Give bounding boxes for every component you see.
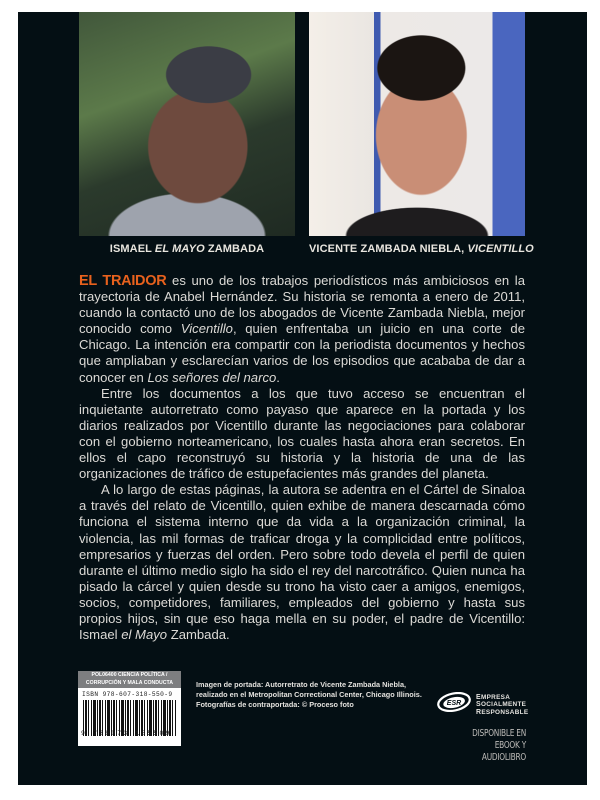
category-line-1: POL06400 CIENCIA POLÍTICA / [91, 672, 168, 678]
synopsis-text: es uno de los trabajos periodísticos más ambiciosos en la trayectoria de Anabel Hernández. Su historia se remonta a enero de 2011, cuando la contactó uno de los abogados de Vicente Zambada Niebla, mejor conocido como [79, 273, 525, 337]
synopsis-paragraph-1 [79, 273, 525, 386]
photo-ismael-zambada [79, 12, 295, 236]
category-label [78, 671, 181, 688]
caption-right [309, 243, 534, 257]
esr-line-3: RESPONSABLE [476, 708, 529, 716]
caption-left-alias: EL MAYO [154, 243, 205, 255]
book-title: EL TRAIDOR [79, 273, 167, 289]
svg-text:ESR: ESR [446, 700, 462, 707]
credit-line-1: Imagen de portada: Autorretrato de Vicente Zambada Niebla, [196, 680, 407, 689]
synopsis-paragraph-2: Entre los documentos a los que tuvo acceso se encuentran el inquietante autorretrato como payaso que aparece en la portada y los diarios realizados por Vicentillo durante las negociaciones para colaborar con el gobierno norteamericano, los cuales hasta ahora eran secretos. En ellos el capo reconstruyó su historia y la historia de una de las organizaciones de tráfico de estupefacientes más grandes del planeta. [79, 385, 525, 482]
availability-line-2: EBOOK Y AUDIOLIBRO [481, 740, 526, 764]
caption-left [79, 243, 295, 257]
esr-line-1: EMPRESA [476, 694, 511, 701]
caption-left-suffix: ZAMBADA [204, 243, 265, 255]
synopsis-text: Zambada. [167, 627, 230, 643]
synopsis-text: , quien enfrentaba un juicio en una corte de Chicago. La intención era compartir con la periodista documentos y hechos que ampliaban y esclarecían varios de los episodios que acababa de dar a conocer en [79, 321, 525, 385]
availability-note [461, 728, 526, 765]
synopsis [79, 273, 525, 643]
synopsis-text: . [276, 369, 280, 385]
isbn-number: ISBN 978-607-318-550-9 [82, 691, 173, 698]
barcode-digits: 9 786073 185509 [81, 730, 172, 737]
availability-line-1: DISPONIBLE EN [472, 728, 526, 739]
synopsis-italic: Vicentillo [180, 321, 233, 337]
esr-label [476, 694, 528, 716]
credit-line-2: realizado en el Metropolitan Correctional Center, Chicago Illinois. [196, 690, 422, 699]
photo-vicente-zambada [309, 12, 525, 236]
back-cover [18, 12, 587, 785]
caption-left-prefix: ISMAEL [109, 243, 155, 255]
esr-logo-icon [436, 692, 472, 712]
image-credits [196, 680, 422, 710]
caption-right-alias: VICENTILLO [467, 243, 534, 255]
synopsis-text: A lo largo de estas páginas, la autora se adentra en el Cártel de Sinaloa a través del relato de Vicentillo, quien exhibe de manera descarnada cómo funciona el sistema interno que da vida a la organización criminal, la violencia, las mil formas de traficar droga y la complicidad entre políticos, empresarios y fuerzas del orden. Pero sobre todo devela el perfil de quien durante el último medio siglo ha sido el rey del narcotráfico. Quien nunca ha pisado la cárcel y quien desde su trono ha visto caer a amigos, enemigos, socios, competidores, familiares, empleados del gobierno y hasta sus propios hijos, sin que eso haga mella en su poder, el padre de Vicentillo: Ismael [79, 482, 525, 643]
caption-right-prefix: VICENTE ZAMBADA NIEBLA, [309, 243, 468, 255]
category-line-2: CORRUPCIÓN Y MALA CONDUCTA [85, 679, 174, 686]
synopsis-italic: Los señores del narco [147, 369, 277, 385]
esr-line-2: SOCIALMENTE [476, 701, 527, 709]
synopsis-italic: el Mayo [121, 627, 168, 643]
synopsis-paragraph-3 [79, 482, 525, 643]
credit-line-3: Fotografías de contraportada: © Proceso foto [196, 700, 354, 709]
isbn-barcode [78, 671, 181, 746]
